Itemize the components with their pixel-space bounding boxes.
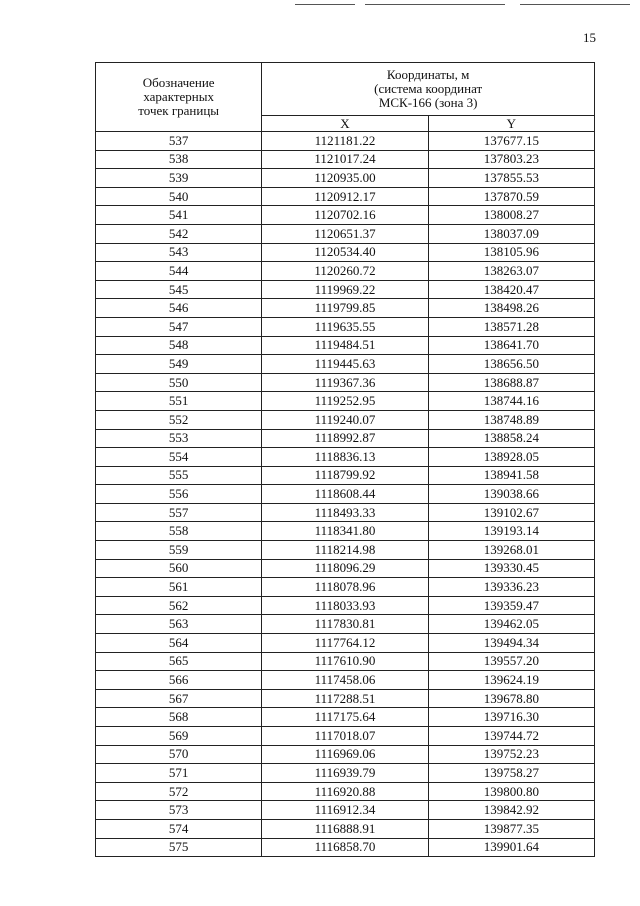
y-coordinate-cell: 138008.27 [428,206,594,225]
y-coordinate-cell: 138498.26 [428,299,594,318]
x-coordinate-cell: 1119240.07 [262,410,428,429]
y-coordinate-cell: 138641.70 [428,336,594,355]
y-coordinate-cell: 139336.23 [428,578,594,597]
table-row [96,169,595,188]
point-cell: 572 [96,782,262,801]
y-coordinate-cell: 139038.66 [428,485,594,504]
point-cell: 553 [96,429,262,448]
point-cell: 566 [96,671,262,690]
x-coordinate-cell: 1118799.92 [262,466,428,485]
x-coordinate-cell: 1120935.00 [262,169,428,188]
table-row [96,132,595,151]
table-row [96,745,595,764]
table-row [96,373,595,392]
y-coordinate-cell: 139359.47 [428,596,594,615]
point-cell: 570 [96,745,262,764]
table-row [96,522,595,541]
point-cell: 550 [96,373,262,392]
table-row [96,336,595,355]
table-row [96,429,595,448]
table-row [96,819,595,838]
page-number: 15 [583,30,596,45]
x-coordinate-cell: 1116858.70 [262,838,428,857]
header-line: точек границы [138,103,220,118]
y-coordinate-cell: 138571.28 [428,317,594,336]
y-coordinate-cell: 138941.58 [428,466,594,485]
x-coordinate-cell: 1121181.22 [262,132,428,151]
table-row [96,187,595,206]
table-row [96,206,595,225]
x-coordinate-cell: 1116912.34 [262,801,428,820]
point-cell: 549 [96,355,262,374]
table-row [96,838,595,857]
point-column-header [96,63,262,132]
header-line: (система координат [374,81,483,96]
point-cell: 548 [96,336,262,355]
x-coordinate-cell: 1117830.81 [262,615,428,634]
header-line: Координаты, м [386,67,470,82]
x-coordinate-cell: 1116969.06 [262,745,428,764]
x-coordinate-cell: 1119367.36 [262,373,428,392]
table-row [96,466,595,485]
point-cell: 557 [96,503,262,522]
x-coordinate-cell: 1120651.37 [262,224,428,243]
point-cell: 554 [96,448,262,467]
top-rule [365,4,505,5]
y-coordinate-cell: 138105.96 [428,243,594,262]
x-coordinate-cell: 1118992.87 [262,429,428,448]
table-row [96,448,595,467]
table-body [96,132,595,857]
x-column-header: X [262,116,428,132]
table-header [96,63,595,132]
point-cell: 551 [96,392,262,411]
point-cell: 567 [96,689,262,708]
x-coordinate-cell: 1117018.07 [262,727,428,746]
table-row [96,299,595,318]
coordinates-column-header [262,63,595,116]
x-coordinate-cell: 1116888.91 [262,819,428,838]
x-coordinate-cell: 1117610.90 [262,652,428,671]
table-row [96,708,595,727]
y-coordinate-cell: 138744.16 [428,392,594,411]
x-coordinate-cell: 1116939.79 [262,764,428,783]
y-coordinate-cell: 139842.92 [428,801,594,820]
table-row [96,634,595,653]
table-row [96,410,595,429]
table-row [96,764,595,783]
y-coordinate-cell: 138656.50 [428,355,594,374]
table-row [96,578,595,597]
x-coordinate-cell: 1121017.24 [262,150,428,169]
x-coordinate-cell: 1118078.96 [262,578,428,597]
y-coordinate-cell: 139268.01 [428,541,594,560]
y-coordinate-cell: 139494.34 [428,634,594,653]
point-cell: 562 [96,596,262,615]
y-coordinate-cell: 138858.24 [428,429,594,448]
point-cell: 545 [96,280,262,299]
point-cell: 539 [96,169,262,188]
x-coordinate-cell: 1118493.33 [262,503,428,522]
x-coordinate-cell: 1118033.93 [262,596,428,615]
y-coordinate-cell: 137855.53 [428,169,594,188]
x-coordinate-cell: 1118341.80 [262,522,428,541]
y-coordinate-cell: 139462.05 [428,615,594,634]
x-coordinate-cell: 1116920.88 [262,782,428,801]
table-row [96,541,595,560]
y-coordinate-cell: 139193.14 [428,522,594,541]
x-coordinate-cell: 1118096.29 [262,559,428,578]
point-cell: 544 [96,262,262,281]
point-cell: 574 [96,819,262,838]
y-coordinate-cell: 139102.67 [428,503,594,522]
x-coordinate-cell: 1119969.22 [262,280,428,299]
point-cell: 571 [96,764,262,783]
y-column-header: Y [428,116,594,132]
x-coordinate-cell: 1120534.40 [262,243,428,262]
y-coordinate-cell: 138928.05 [428,448,594,467]
header-line: Обозначение [142,75,215,90]
point-cell: 540 [96,187,262,206]
point-cell: 542 [96,224,262,243]
coordinates-table [95,62,595,857]
y-coordinate-cell: 139800.80 [428,782,594,801]
top-rule [520,4,630,5]
table-row [96,392,595,411]
y-coordinate-cell: 139330.45 [428,559,594,578]
point-cell: 559 [96,541,262,560]
y-coordinate-cell: 139678.80 [428,689,594,708]
point-cell: 558 [96,522,262,541]
point-cell: 555 [96,466,262,485]
y-coordinate-cell: 137677.15 [428,132,594,151]
table-row [96,596,595,615]
y-coordinate-cell: 139877.35 [428,819,594,838]
point-cell: 537 [96,132,262,151]
x-coordinate-cell: 1117288.51 [262,689,428,708]
y-coordinate-cell: 139624.19 [428,671,594,690]
point-cell: 569 [96,727,262,746]
x-coordinate-cell: 1117175.64 [262,708,428,727]
table-row [96,503,595,522]
x-coordinate-cell: 1120912.17 [262,187,428,206]
y-coordinate-cell: 139557.20 [428,652,594,671]
table-row [96,280,595,299]
x-coordinate-cell: 1118836.13 [262,448,428,467]
y-coordinate-cell: 138037.09 [428,224,594,243]
y-coordinate-cell: 138748.89 [428,410,594,429]
point-cell: 547 [96,317,262,336]
table-row [96,559,595,578]
y-coordinate-cell: 139716.30 [428,708,594,727]
table-row [96,782,595,801]
point-cell: 541 [96,206,262,225]
point-cell: 538 [96,150,262,169]
table-row [96,727,595,746]
table-row [96,615,595,634]
table-row [96,689,595,708]
y-coordinate-cell: 139744.72 [428,727,594,746]
y-coordinate-cell: 139758.27 [428,764,594,783]
point-cell: 564 [96,634,262,653]
table-row [96,262,595,281]
y-coordinate-cell: 137803.23 [428,150,594,169]
x-coordinate-cell: 1119799.85 [262,299,428,318]
y-coordinate-cell: 137870.59 [428,187,594,206]
x-coordinate-cell: 1119484.51 [262,336,428,355]
y-coordinate-cell: 139901.64 [428,838,594,857]
table-row [96,355,595,374]
table-row [96,801,595,820]
table-row [96,671,595,690]
table-row [96,652,595,671]
top-rule [295,4,355,5]
point-cell: 543 [96,243,262,262]
x-coordinate-cell: 1119252.95 [262,392,428,411]
point-cell: 573 [96,801,262,820]
x-coordinate-cell: 1119635.55 [262,317,428,336]
table-row [96,243,595,262]
table-row [96,224,595,243]
y-coordinate-cell: 138420.47 [428,280,594,299]
header-line: характерных [143,89,214,104]
point-cell: 560 [96,559,262,578]
header-line: МСК-166 (зона 3) [378,95,478,110]
x-coordinate-cell: 1118214.98 [262,541,428,560]
point-cell: 552 [96,410,262,429]
x-coordinate-cell: 1120702.16 [262,206,428,225]
y-coordinate-cell: 138263.07 [428,262,594,281]
y-coordinate-cell: 138688.87 [428,373,594,392]
x-coordinate-cell: 1120260.72 [262,262,428,281]
point-cell: 568 [96,708,262,727]
point-cell: 575 [96,838,262,857]
y-coordinate-cell: 139752.23 [428,745,594,764]
x-coordinate-cell: 1119445.63 [262,355,428,374]
point-cell: 565 [96,652,262,671]
point-cell: 561 [96,578,262,597]
table-row [96,485,595,504]
table-row [96,317,595,336]
x-coordinate-cell: 1117764.12 [262,634,428,653]
x-coordinate-cell: 1117458.06 [262,671,428,690]
x-coordinate-cell: 1118608.44 [262,485,428,504]
point-cell: 546 [96,299,262,318]
point-cell: 563 [96,615,262,634]
point-cell: 556 [96,485,262,504]
table-row [96,150,595,169]
